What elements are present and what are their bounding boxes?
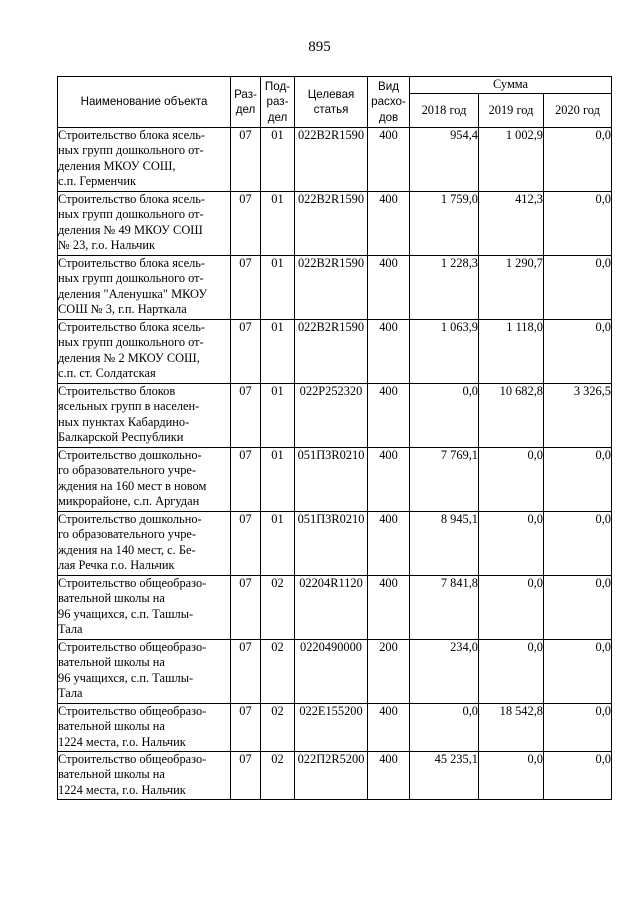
object-name-cell-text: Строительство общеобразо- вательной школы на 1224 места, г.о. Нальчик: [58, 752, 207, 797]
amount-2019-cell: [479, 192, 544, 256]
header-subsection: Под- раз- дел: [261, 77, 295, 128]
expense-type-cell-text: 400: [379, 384, 398, 398]
amount-2019-cell: [479, 448, 544, 512]
expense-type-cell-text: 400: [379, 704, 398, 718]
section-cell: [231, 512, 261, 576]
expense-type-cell: [368, 752, 410, 800]
amount-2020-cell-text: 3 326,5: [573, 384, 611, 398]
object-name-cell: [58, 320, 231, 384]
amount-2020-cell-text: 0,0: [595, 576, 611, 590]
object-name-cell-text: Строительство дошкольно- го образовательного учре- ждения на 140 мест, с. Бе- лая Речка г.о. Нальчик: [58, 512, 202, 573]
subsection-cell: [261, 752, 295, 800]
table-row: [58, 448, 612, 512]
section-cell-text: 07: [239, 192, 252, 206]
amount-2018-cell: [410, 704, 479, 752]
subsection-cell-text: 01: [271, 384, 284, 398]
amount-2020-cell: [544, 576, 612, 640]
amount-2019-cell: [479, 320, 544, 384]
object-name-cell-text: Строительство блока ясель- ных групп дошкольного от- деления "Аленушка" МКОУ СОШ № 3, г.п. Нарткала: [58, 256, 208, 317]
amount-2019-cell-text: 0,0: [527, 752, 543, 766]
table-row: [58, 384, 612, 448]
target-article-cell: [295, 576, 368, 640]
amount-2019-cell: [479, 704, 544, 752]
target-article-cell-text: 022B2R1590: [297, 192, 365, 206]
subsection-cell: [261, 640, 295, 704]
amount-2020-cell-text: 0,0: [595, 512, 611, 526]
amount-2019-cell: [479, 576, 544, 640]
amount-2020-cell-text: 0,0: [595, 256, 611, 270]
amount-2018-cell: [410, 448, 479, 512]
expense-type-cell-text: 400: [379, 320, 398, 334]
expense-type-cell: [368, 512, 410, 576]
subsection-cell: [261, 512, 295, 576]
expense-type-cell: [368, 128, 410, 192]
subsection-cell-text: 01: [271, 448, 284, 462]
section-cell: [231, 704, 261, 752]
amount-2019-cell-text: 0,0: [527, 448, 543, 462]
amount-2019-cell-text: 18 542,8: [499, 704, 543, 718]
target-article-cell: [295, 128, 368, 192]
amount-2018-cell: [410, 256, 479, 320]
table-row: [58, 512, 612, 576]
object-name-cell: [58, 128, 231, 192]
amount-2019-cell: [479, 640, 544, 704]
section-cell: [231, 576, 261, 640]
section-cell: [231, 752, 261, 800]
amount-2018-cell: [410, 576, 479, 640]
amount-2020-cell-text: 0,0: [595, 128, 611, 142]
target-article-cell-text: 0220490000: [300, 640, 362, 654]
object-name-cell-text: Строительство блока ясель- ных групп дошкольного от- деления № 2 МКОУ СОШ, с.п. ст. Солдатская: [58, 320, 206, 381]
amount-2019-cell: [479, 752, 544, 800]
amount-2018-cell: [410, 384, 479, 448]
section-cell: [231, 256, 261, 320]
target-article-cell-text: 051П3R0210: [297, 512, 365, 526]
section-cell: [231, 640, 261, 704]
amount-2018-cell-text: 8 945,1: [440, 512, 478, 526]
header-target-article: Целевая статья: [295, 77, 368, 128]
amount-2020-cell: [544, 448, 612, 512]
target-article-cell-text: 022B2R1590: [297, 128, 365, 142]
amount-2020-cell: [544, 384, 612, 448]
page-number: 895: [308, 39, 331, 55]
amount-2018-cell-text: 1 063,9: [440, 320, 478, 334]
table-row: [58, 752, 612, 800]
target-article-cell: [295, 256, 368, 320]
subsection-cell-text: 02: [271, 752, 284, 766]
object-name-cell: [58, 256, 231, 320]
header-sum: Сумма: [410, 77, 612, 94]
header-object-name: Наименование объекта: [58, 77, 231, 128]
subsection-cell: [261, 576, 295, 640]
section-cell: [231, 448, 261, 512]
table-row: [58, 256, 612, 320]
expense-type-cell: [368, 320, 410, 384]
amount-2019-cell-text: 412,3: [515, 192, 543, 206]
amount-2020-cell-text: 0,0: [595, 320, 611, 334]
amount-2020-cell: [544, 192, 612, 256]
budget-table: [57, 76, 612, 800]
expense-type-cell-text: 400: [379, 752, 398, 766]
section-cell-text: 07: [239, 448, 252, 462]
expense-type-cell: [368, 704, 410, 752]
table-row: [58, 704, 612, 752]
target-article-cell: [295, 448, 368, 512]
section-cell-text: 07: [239, 384, 252, 398]
header-section: Раз- дел: [231, 77, 261, 128]
amount-2020-cell-text: 0,0: [595, 704, 611, 718]
section-cell-text: 07: [239, 640, 252, 654]
expense-type-cell: [368, 256, 410, 320]
subsection-cell-text: 02: [271, 704, 284, 718]
amount-2018-cell-text: 1 228,3: [440, 256, 478, 270]
amount-2019-cell: [479, 512, 544, 576]
section-cell-text: 07: [239, 576, 252, 590]
subsection-cell: [261, 192, 295, 256]
amount-2018-cell-text: 954,4: [450, 128, 478, 142]
amount-2018-cell: [410, 320, 479, 384]
section-cell-text: 07: [239, 704, 252, 718]
amount-2018-cell-text: 0,0: [462, 384, 478, 398]
target-article-cell-text: 022П2R5200: [297, 752, 365, 766]
section-cell: [231, 384, 261, 448]
amount-2020-cell-text: 0,0: [595, 752, 611, 766]
table-body: [58, 128, 612, 800]
subsection-cell-text: 01: [271, 320, 284, 334]
section-cell-text: 07: [239, 320, 252, 334]
object-name-cell: [58, 448, 231, 512]
section-cell-text: 07: [239, 256, 252, 270]
target-article-cell: [295, 192, 368, 256]
amount-2020-cell: [544, 640, 612, 704]
object-name-cell: [58, 576, 231, 640]
header-year-2018: 2018 год: [410, 94, 479, 128]
amount-2018-cell: [410, 128, 479, 192]
expense-type-cell-text: 400: [379, 448, 398, 462]
amount-2019-cell-text: 0,0: [527, 512, 543, 526]
amount-2020-cell: [544, 704, 612, 752]
table-row: [58, 320, 612, 384]
table-row: [58, 192, 612, 256]
target-article-cell-text: 022B2R1590: [297, 256, 365, 270]
amount-2020-cell: [544, 128, 612, 192]
amount-2020-cell-text: 0,0: [595, 192, 611, 206]
amount-2019-cell-text: 0,0: [527, 640, 543, 654]
subsection-cell: [261, 448, 295, 512]
object-name-cell-text: Строительство блока ясель- ных групп дошкольного от- деления № 49 МКОУ СОШ № 23, г.о. Нальчик: [58, 192, 206, 253]
table-row: [58, 640, 612, 704]
object-name-cell-text: Строительство блока ясель- ных групп дошкольного от- деления МКОУ СОШ, с.п. Герменчик: [58, 128, 206, 189]
amount-2018-cell-text: 7 769,1: [440, 448, 478, 462]
amount-2018-cell: [410, 752, 479, 800]
table-row: [58, 128, 612, 192]
object-name-cell: [58, 640, 231, 704]
object-name-cell: [58, 384, 231, 448]
section-cell-text: 07: [239, 752, 252, 766]
subsection-cell: [261, 704, 295, 752]
header-year-2020: 2020 год: [544, 94, 612, 128]
target-article-cell-text: 022P252320: [299, 384, 363, 398]
amount-2018-cell-text: 234,0: [450, 640, 478, 654]
amount-2020-cell-text: 0,0: [595, 640, 611, 654]
object-name-cell: [58, 192, 231, 256]
section-cell-text: 07: [239, 128, 252, 142]
subsection-cell-text: 01: [271, 128, 284, 142]
amount-2018-cell-text: 7 841,8: [440, 576, 478, 590]
target-article-cell: [295, 752, 368, 800]
amount-2020-cell: [544, 752, 612, 800]
subsection-cell: [261, 384, 295, 448]
amount-2020-cell-text: 0,0: [595, 448, 611, 462]
amount-2019-cell-text: 10 682,8: [499, 384, 543, 398]
target-article-cell-text: 02204R1120: [299, 576, 363, 590]
target-article-cell: [295, 512, 368, 576]
target-article-cell-text: 022E155200: [299, 704, 363, 718]
amount-2019-cell-text: 0,0: [527, 576, 543, 590]
object-name-cell-text: Строительство блоков ясельных групп в населен- ных пунктах Кабардино- Балкарской Республики: [58, 384, 200, 445]
amount-2019-cell: [479, 256, 544, 320]
amount-2018-cell-text: 45 235,1: [434, 752, 478, 766]
object-name-cell: [58, 704, 231, 752]
expense-type-cell-text: 200: [379, 640, 398, 654]
amount-2020-cell: [544, 320, 612, 384]
subsection-cell: [261, 256, 295, 320]
subsection-cell-text: 02: [271, 640, 284, 654]
subsection-cell-text: 01: [271, 192, 284, 206]
expense-type-cell: [368, 640, 410, 704]
amount-2019-cell: [479, 384, 544, 448]
amount-2019-cell-text: 1 118,0: [506, 320, 543, 334]
object-name-cell: [58, 512, 231, 576]
subsection-cell-text: 01: [271, 256, 284, 270]
subsection-cell: [261, 128, 295, 192]
subsection-cell: [261, 320, 295, 384]
target-article-cell: [295, 704, 368, 752]
expense-type-cell: [368, 576, 410, 640]
table-row: [58, 576, 612, 640]
amount-2018-cell: [410, 512, 479, 576]
header-expense-type: Вид расхо- дов: [368, 77, 410, 128]
amount-2018-cell: [410, 192, 479, 256]
object-name-cell-text: Строительство общеобразо- вательной школы на 96 учащихся, с.п. Ташлы- Тала: [58, 640, 207, 701]
section-cell: [231, 192, 261, 256]
amount-2019-cell-text: 1 002,9: [505, 128, 543, 142]
section-cell: [231, 320, 261, 384]
expense-type-cell-text: 400: [379, 512, 398, 526]
amount-2019-cell: [479, 128, 544, 192]
expense-type-cell-text: 400: [379, 128, 398, 142]
expense-type-cell: [368, 448, 410, 512]
section-cell-text: 07: [239, 512, 252, 526]
target-article-cell-text: 022B2R1590: [297, 320, 365, 334]
object-name-cell-text: Строительство общеобразо- вательной школы на 96 учащихся, с.п. Ташлы- Тала: [58, 576, 207, 637]
target-article-cell: [295, 640, 368, 704]
expense-type-cell: [368, 384, 410, 448]
subsection-cell-text: 01: [271, 512, 284, 526]
expense-type-cell: [368, 192, 410, 256]
section-cell: [231, 128, 261, 192]
object-name-cell-text: Строительство общеобразо- вательной школы на 1224 места, г.о. Нальчик: [58, 704, 207, 749]
target-article-cell: [295, 384, 368, 448]
header-year-2019: 2019 год: [479, 94, 544, 128]
expense-type-cell-text: 400: [379, 192, 398, 206]
target-article-cell-text: 051П3R0210: [297, 448, 365, 462]
object-name-cell: [58, 752, 231, 800]
subsection-cell-text: 02: [271, 576, 284, 590]
expense-type-cell-text: 400: [379, 256, 398, 270]
target-article-cell: [295, 320, 368, 384]
amount-2018-cell: [410, 640, 479, 704]
amount-2020-cell: [544, 512, 612, 576]
amount-2020-cell: [544, 256, 612, 320]
amount-2019-cell-text: 1 290,7: [505, 256, 543, 270]
expense-type-cell-text: 400: [379, 576, 398, 590]
object-name-cell-text: Строительство дошкольно- го образовательного учре- ждения на 160 мест в новом микрорайоне, с.п. Аргудан: [58, 448, 207, 509]
amount-2018-cell-text: 0,0: [462, 704, 478, 718]
amount-2018-cell-text: 1 759,0: [440, 192, 478, 206]
